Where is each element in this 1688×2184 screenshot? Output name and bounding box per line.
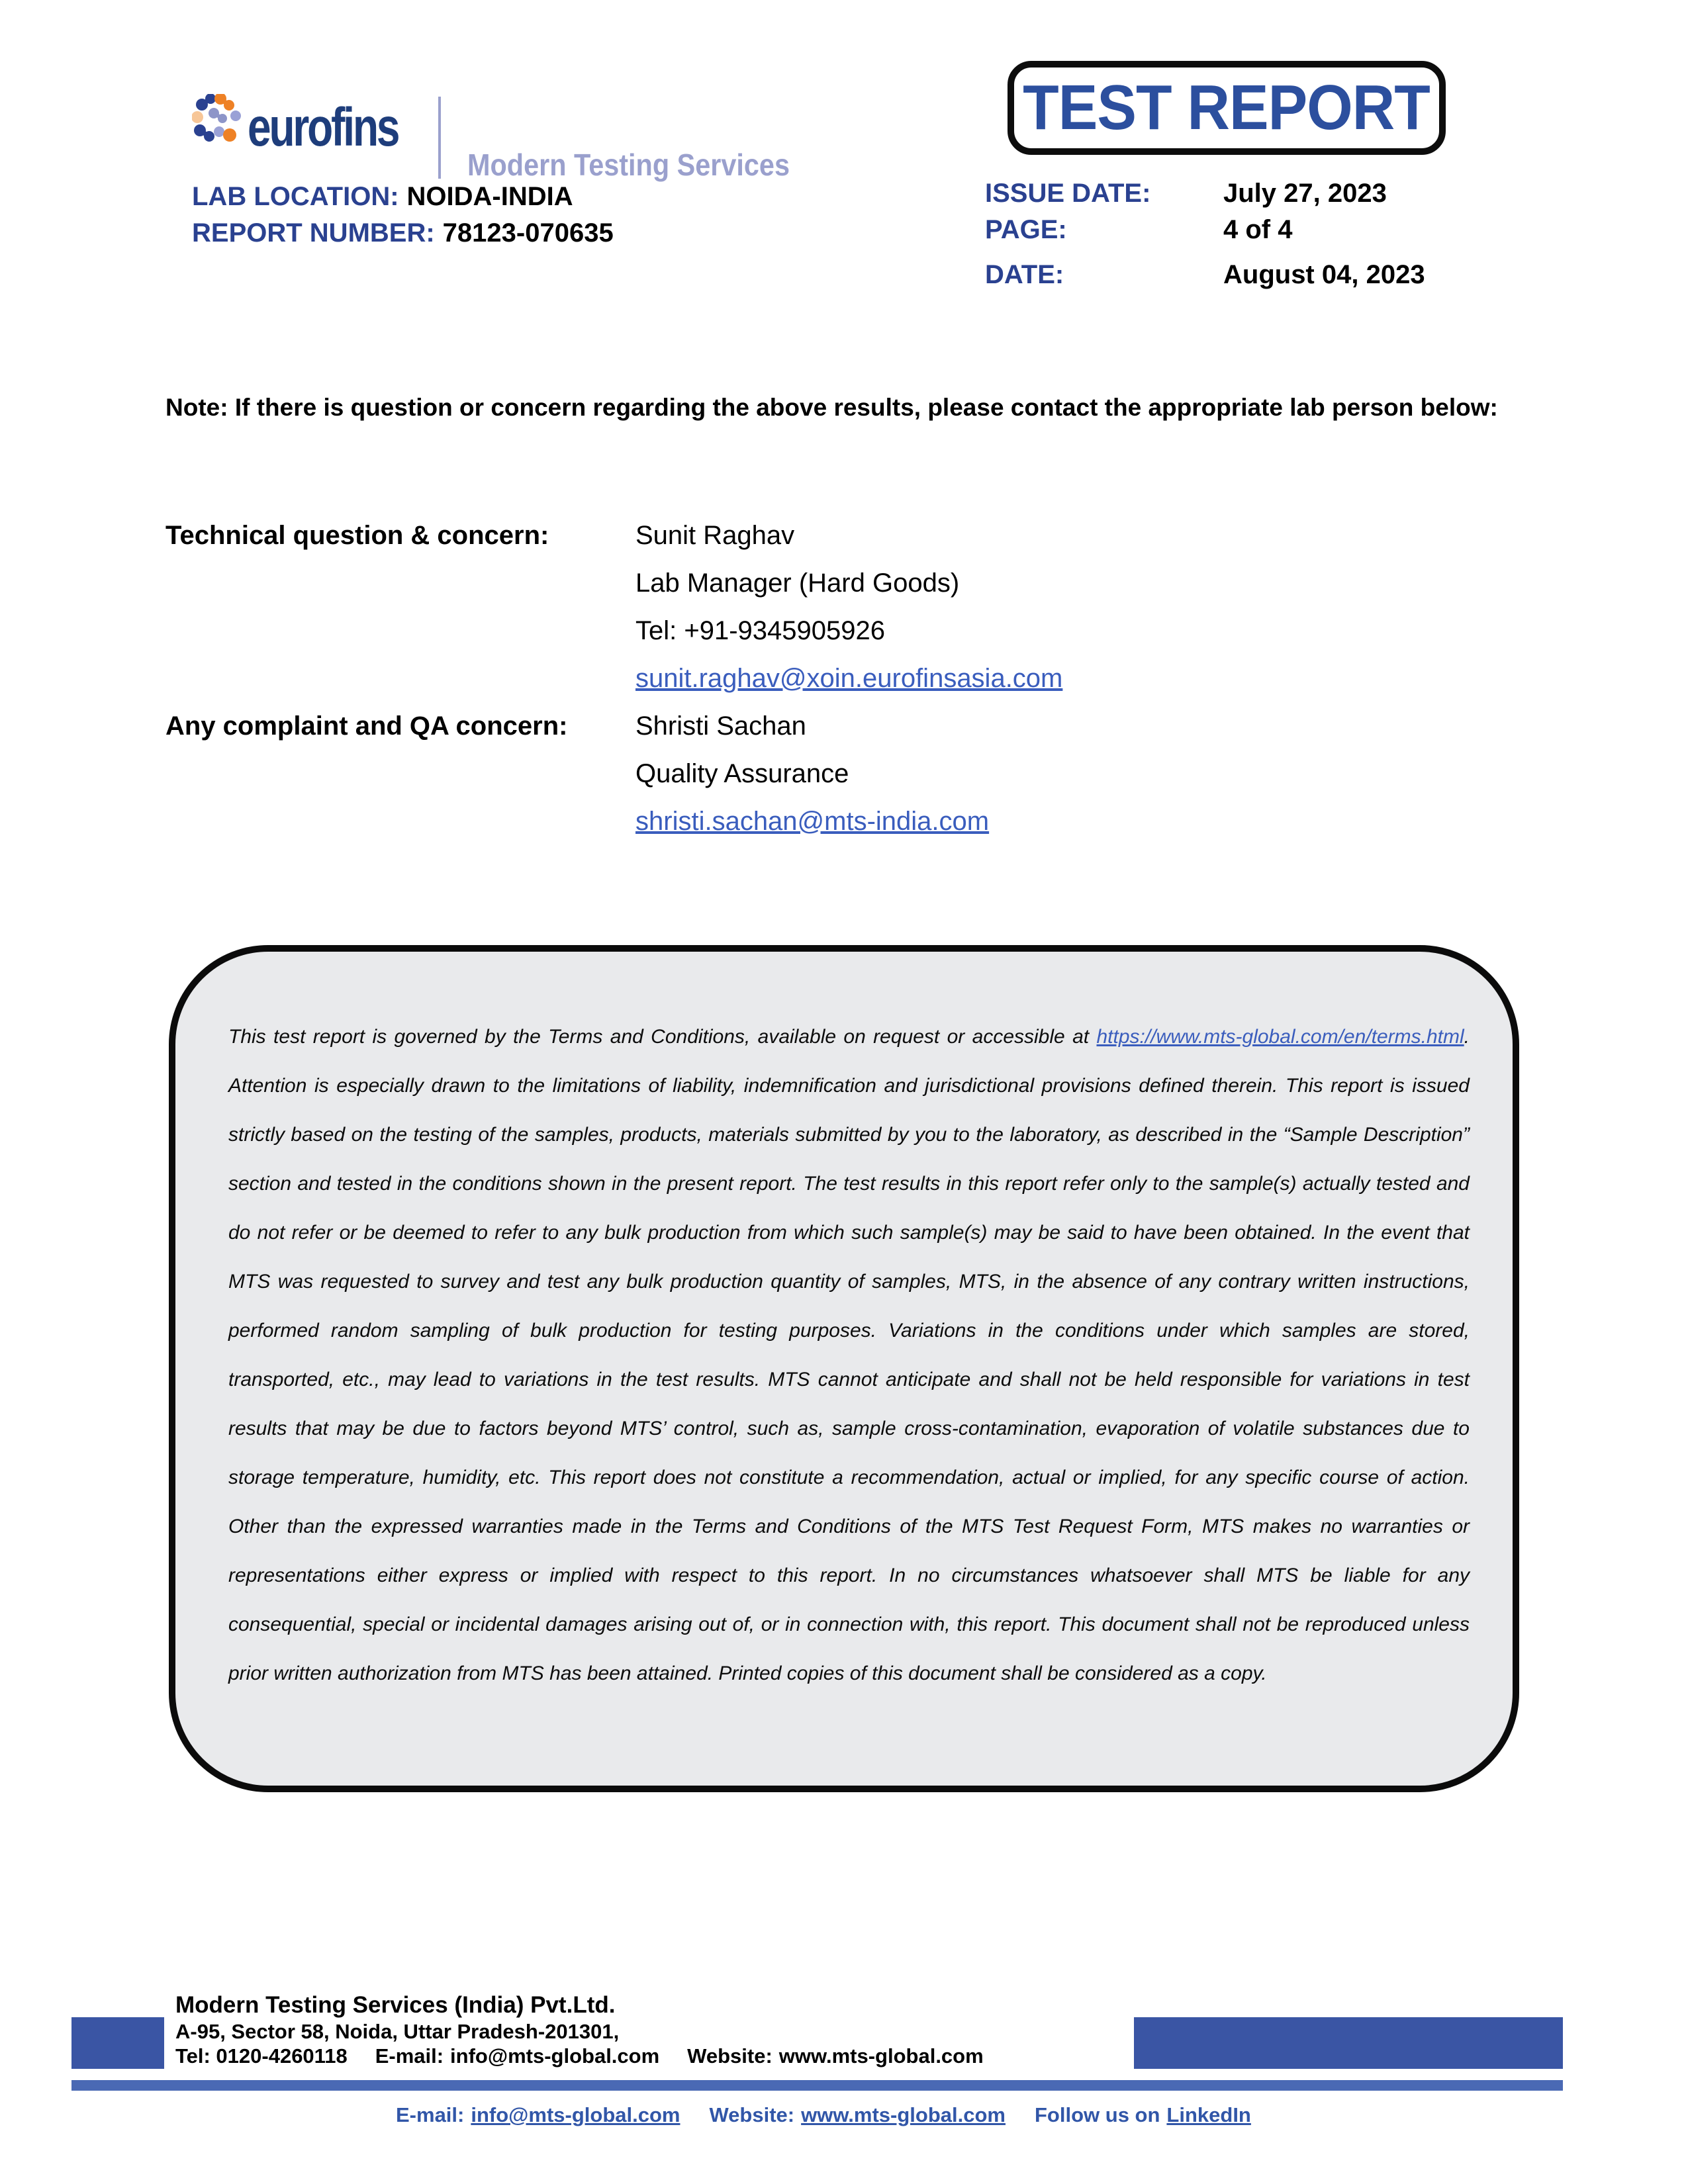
contact-name: Sunit Raghav	[635, 521, 795, 550]
date-row	[985, 260, 1425, 296]
page-row	[985, 215, 1425, 251]
date-value: August 04, 2023	[1223, 260, 1425, 289]
terms-and-conditions-box	[169, 945, 1519, 1792]
footer-left-rectangle	[71, 2017, 164, 2069]
qa-contact-lines	[635, 702, 989, 845]
issue-date-label: ISSUE DATE:	[985, 179, 1151, 208]
bottom-follow-label: Follow us on	[1035, 2103, 1160, 2126]
terms-url-link[interactable]: https://www.mts-global.com/en/terms.html	[1096, 1026, 1464, 1048]
lab-location-label: LAB LOCATION:	[192, 182, 399, 211]
footer-tel: Tel: 0120-4260118	[175, 2044, 348, 2068]
bottom-linkedin-link[interactable]: LinkedIn	[1166, 2103, 1251, 2126]
footer-right-rectangle	[1134, 2017, 1563, 2069]
qa-contact-email-link[interactable]: shristi.sachan@mts-india.com	[635, 807, 990, 836]
issue-date-row	[985, 179, 1425, 215]
contact-section	[165, 512, 1062, 845]
contact-phone: Tel: +91-9345905926	[635, 616, 885, 645]
lab-location-row	[192, 179, 614, 215]
bottom-website-label: Website:	[709, 2103, 795, 2126]
footer-email-label: E-mail:	[375, 2044, 444, 2068]
qa-contact-group	[165, 702, 1062, 845]
terms-paragraph	[175, 952, 1513, 1698]
footer-links-line	[396, 2103, 1251, 2127]
contact-title: Lab Manager (Hard Goods)	[635, 569, 960, 598]
qa-contact-label: Any complaint and QA concern:	[165, 711, 568, 741]
eurofins-logo-icon	[192, 94, 242, 147]
lab-location-value: NOIDA-INDIA	[406, 182, 573, 211]
terms-intro-text: This test report is governed by the Terms and Conditions, available on request or accessible at	[228, 1026, 1097, 1048]
technical-contact-group	[165, 512, 1062, 702]
logo-divider	[438, 97, 441, 179]
page-value: 4 of 4	[1223, 215, 1293, 244]
note-paragraph: Note: If there is question or concern regarding the above results, please contact the appropriate lab person below:	[165, 394, 1498, 421]
date-label: DATE:	[985, 260, 1064, 289]
footer-website-label: Website:	[687, 2044, 773, 2068]
contact-name: Shristi Sachan	[635, 711, 806, 741]
footer-website: www.mts-global.com	[778, 2044, 984, 2068]
report-number-row	[192, 215, 614, 251]
page-label: PAGE:	[985, 215, 1067, 244]
footer-contact-line	[175, 2044, 984, 2068]
contact-title: Quality Assurance	[635, 759, 849, 788]
report-meta-right	[985, 179, 1425, 296]
eurofins-wordmark: eurofins	[248, 97, 399, 158]
report-meta-left	[192, 179, 614, 251]
test-report-stamp-label: TEST REPORT	[1023, 72, 1430, 143]
bottom-email-link[interactable]: info@mts-global.com	[471, 2103, 680, 2126]
technical-contact-label: Technical question & concern:	[165, 521, 549, 550]
footer-email: info@mts-global.com	[450, 2044, 660, 2068]
technical-contact-email-link[interactable]: sunit.raghav@xoin.eurofinsasia.com	[635, 664, 1063, 693]
bottom-email-label: E-mail:	[396, 2103, 465, 2126]
issue-date-value: July 27, 2023	[1223, 179, 1387, 208]
technical-contact-lines	[635, 512, 1062, 702]
report-number-label: REPORT NUMBER:	[192, 218, 435, 248]
test-report-stamp	[1008, 61, 1446, 155]
footer-divider-bar	[71, 2080, 1563, 2091]
report-number-value: 78123-070635	[442, 218, 614, 248]
footer-company-name: Modern Testing Services (India) Pvt.Ltd.	[175, 1992, 616, 2018]
bottom-website-link[interactable]: www.mts-global.com	[801, 2103, 1006, 2126]
terms-body-text: . Attention is especially drawn to the limitations of liability, indemnification and jurisdictional provisions defined therein. This report is issued strictly based on the testing of the samples, products, materials submitted by you to the laboratory, as described in the “Sample Description” section and tested in the conditions shown in the present report. The test results in this report refer only to the sample(s) actually tested and do not refer or be deemed to refer to any bulk production from which such sample(s) may be said to have been obtained. In the event that MTS was requested to survey and test any bulk production quantity of samples, MTS, in the absence of any contrary written instructions, performed random sampling of bulk production for testing purposes. Variations in the conditions under which samples are stored, transported, etc., may lead to variations in the test results. MTS cannot anticipate and shall not be held responsible for variations in test results that may be due to factors beyond MTS’ control, such as, sample cross-contamination, evaporation of volatile substances due to storage temperature, humidity, etc. This report does not constitute a recommendation, actual or implied, for any specific course of action. Other than the expressed warranties made in the Terms and Conditions of the MTS Test Request Form, MTS makes no warranties or representations either express or implied with respect to this report. In no circumstances whatsoever shall MTS be liable for any consequential, special or incidental damages arising out of, or in connection with, this report. This document shall not be reproduced unless prior written authorization from MTS has been attained. Printed copies of this document shall be considered as a copy.	[228, 1026, 1470, 1684]
footer-address: A-95, Sector 58, Noida, Uttar Pradesh-201301,	[175, 2020, 620, 2043]
logo-tagline: Modern Testing Services	[467, 148, 790, 182]
